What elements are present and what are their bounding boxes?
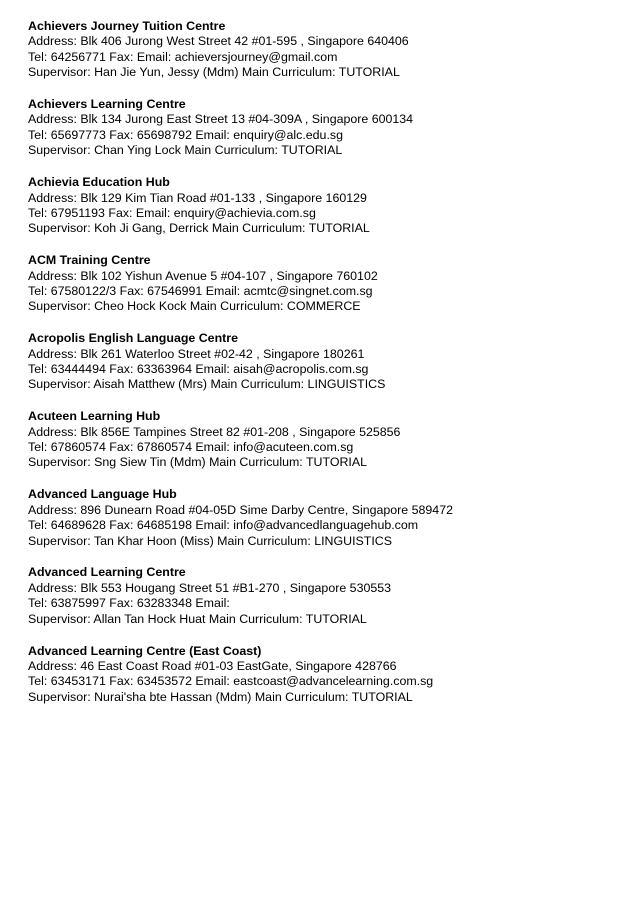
centre-address: Address: Blk 406 Jurong West Street 42 #01-595 , Singapore 640406: [28, 34, 409, 49]
centre-contact: Tel: 64256771 Fax: Email: achieversjourney@gmail.com: [28, 49, 338, 64]
centre-supervisor: Supervisor: Koh Ji Gang, Derrick Main Curriculum: TUTORIAL: [28, 221, 370, 236]
centre-contact: Tel: 67580122/3 Fax: 67546991 Email: acmtc@singnet.com.sg: [28, 283, 373, 298]
centre-name: ACM Training Centre: [28, 253, 151, 268]
centre-contact: Tel: 67951193 Fax: Email: enquiry@achievia.com.sg: [28, 205, 316, 220]
centre-entry: [28, 409, 628, 471]
centre-address: Address: Blk 553 Hougang Street 51 #B1-270 , Singapore 530553: [28, 580, 392, 595]
directory-page: [28, 19, 628, 722]
centre-contact: Tel: 63875997 Fax: 63283348 Email:: [28, 596, 230, 611]
centre-name: Acropolis English Language Centre: [28, 331, 238, 346]
centre-name: Achievers Learning Centre: [28, 97, 186, 112]
centre-entry: [28, 253, 628, 315]
centre-address: Address: Blk 134 Jurong East Street 13 #04-309A , Singapore 600134: [28, 112, 414, 127]
centre-supervisor: Supervisor: Tan Khar Hoon (Miss) Main Curriculum: LINGUISTICS: [28, 533, 393, 548]
centre-entry: [28, 331, 628, 393]
centre-supervisor: Supervisor: Sng Siew Tin (Mdm) Main Curriculum: TUTORIAL: [28, 455, 367, 470]
centre-address: Address: Blk 102 Yishun Avenue 5 #04-107 , Singapore 760102: [28, 268, 378, 283]
centre-supervisor: Supervisor: Aisah Matthew (Mrs) Main Curriculum: LINGUISTICS: [28, 377, 386, 392]
centre-name: Achievia Education Hub: [28, 175, 170, 190]
centre-contact: Tel: 63453171 Fax: 63453572 Email: eastcoast@advancelearning.com.sg: [28, 674, 434, 689]
centre-address: Address: 46 East Coast Road #01-03 EastGate, Singapore 428766: [28, 658, 397, 673]
centre-supervisor: Supervisor: Nurai'sha bte Hassan (Mdm) Main Curriculum: TUTORIAL: [28, 689, 413, 704]
centre-entry: [28, 565, 628, 627]
centre-contact: Tel: 67860574 Fax: 67860574 Email: info@acuteen.com.sg: [28, 440, 354, 455]
centre-name: Advanced Learning Centre (East Coast): [28, 643, 262, 658]
centre-entry: [28, 19, 628, 81]
centre-address: Address: Blk 129 Kim Tian Road #01-133 , Singapore 160129: [28, 190, 367, 205]
centre-supervisor: Supervisor: Cheo Hock Kock Main Curriculum: COMMERCE: [28, 299, 361, 314]
centre-supervisor: Supervisor: Chan Ying Lock Main Curriculum: TUTORIAL: [28, 143, 343, 158]
centre-contact: Tel: 65697773 Fax: 65698792 Email: enquiry@alc.edu.sg: [28, 127, 343, 142]
centre-address: Address: Blk 261 Waterloo Street #02-42 , Singapore 180261: [28, 346, 365, 361]
centre-name: Advanced Language Hub: [28, 487, 177, 502]
centre-entry: [28, 487, 628, 549]
centre-name: Achievers Journey Tuition Centre: [28, 19, 226, 33]
centre-supervisor: Supervisor: Han Jie Yun, Jessy (Mdm) Main Curriculum: TUTORIAL: [28, 65, 400, 80]
centre-entry: [28, 175, 628, 237]
centre-entry: [28, 644, 628, 706]
centre-name: Acuteen Learning Hub: [28, 409, 161, 424]
centre-name: Advanced Learning Centre: [28, 565, 186, 580]
centre-contact: Tel: 64689628 Fax: 64685198 Email: info@advancedlanguagehub.com: [28, 518, 419, 533]
centre-contact: Tel: 63444494 Fax: 63363964 Email: aisah@acropolis.com.sg: [28, 362, 369, 377]
centre-address: Address: Blk 856E Tampines Street 82 #01-208 , Singapore 525856: [28, 424, 401, 439]
centre-entry: [28, 97, 628, 159]
centre-address: Address: 896 Dunearn Road #04-05D Sime Darby Centre, Singapore 589472: [28, 502, 453, 517]
centre-supervisor: Supervisor: Allan Tan Hock Huat Main Curriculum: TUTORIAL: [28, 611, 367, 626]
